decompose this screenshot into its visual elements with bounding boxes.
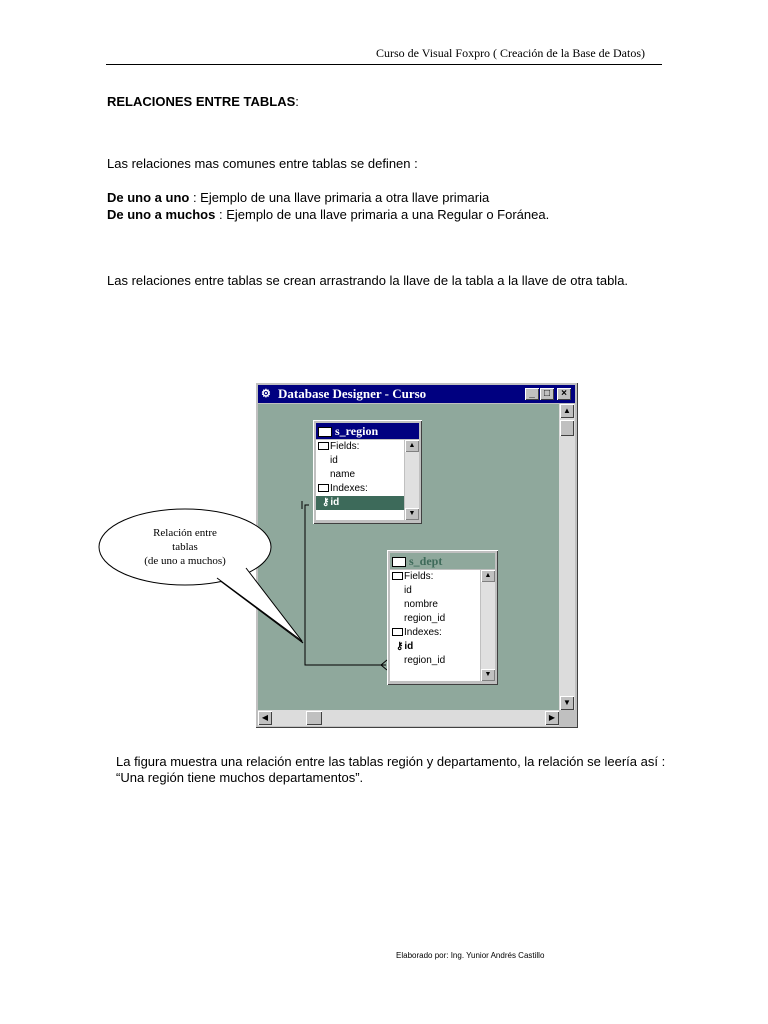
scroll-down-button[interactable]: ▼ xyxy=(405,508,419,520)
resize-grip[interactable] xyxy=(559,710,575,726)
horizontal-scrollbar[interactable] xyxy=(258,710,559,726)
page-footer: Elaborado por: Ing. Yunior Andrés Castillo xyxy=(396,951,545,960)
window-titlebar[interactable] xyxy=(258,385,575,403)
table-icon xyxy=(318,427,332,437)
indexes-label: Indexes: xyxy=(404,627,442,638)
app-icon: ⚙ xyxy=(261,388,271,400)
header-rule xyxy=(106,64,662,65)
callout-line: tablas xyxy=(172,541,198,553)
index-name: id xyxy=(404,641,414,652)
table-field-list[interactable] xyxy=(390,570,480,681)
table-title[interactable] xyxy=(390,553,495,569)
field-item[interactable]: region_id xyxy=(404,613,446,624)
field-item[interactable]: id xyxy=(404,585,412,596)
intro-text: Las relaciones mas comunes entre tablas se definen : xyxy=(107,156,418,171)
table-field-list[interactable] xyxy=(316,440,404,520)
relation-one-to-many xyxy=(107,207,549,222)
window-title: Database Designer - Curso xyxy=(278,386,427,401)
field-item[interactable]: name xyxy=(330,469,356,480)
table-list-scrollbar[interactable] xyxy=(481,570,495,681)
indexes-label: Indexes: xyxy=(330,483,368,494)
vertical-scrollbar[interactable] xyxy=(559,404,575,710)
table-s-region[interactable] xyxy=(313,420,422,524)
relation-desc: : Ejemplo de una llave primaria a otra llave primaria xyxy=(189,190,490,205)
scroll-thumb[interactable] xyxy=(560,420,574,436)
drag-instructions: Las relaciones entre tablas se crean arrastrando la llave de la tabla a la llave de otra tabla. xyxy=(107,273,629,288)
section-heading xyxy=(107,94,299,109)
table-name: s_region xyxy=(335,424,379,438)
scroll-down-button[interactable]: ▼ xyxy=(481,669,495,681)
indexes-header xyxy=(390,626,480,640)
index-item[interactable] xyxy=(316,496,404,510)
close-button[interactable]: × xyxy=(557,388,571,400)
figure-caption: La figura muestra una relación entre las tablas región y departamento, la relación se leería así : “Una región tiene muchos departamentos”. xyxy=(116,754,666,785)
page-header: Curso de Visual Foxpro ( Creación de la Base de Datos) xyxy=(376,46,645,60)
field-item[interactable]: nombre xyxy=(404,599,438,610)
table-icon xyxy=(392,557,406,567)
fields-label: Fields: xyxy=(330,441,360,452)
maximize-button[interactable]: □ xyxy=(540,388,554,400)
scroll-up-button[interactable]: ▲ xyxy=(405,440,419,452)
fields-icon xyxy=(318,442,329,450)
indexes-icon xyxy=(318,484,329,492)
key-icon: ⚷ xyxy=(322,497,330,508)
callout-line: Relación entre xyxy=(153,527,217,539)
scroll-up-button[interactable]: ▲ xyxy=(560,404,574,418)
scroll-right-button[interactable]: ▶ xyxy=(545,711,559,725)
relation-term: De uno a uno xyxy=(107,190,190,205)
relation-term: De uno a muchos xyxy=(107,207,216,222)
table-s-dept[interactable] xyxy=(387,550,498,685)
heading-suffix: : xyxy=(295,94,299,109)
index-item[interactable]: region_id xyxy=(404,655,446,666)
fields-label: Fields: xyxy=(404,571,434,582)
scroll-down-button[interactable]: ▼ xyxy=(560,696,574,710)
indexes-header xyxy=(316,482,404,496)
indexes-icon xyxy=(392,628,403,636)
table-list-scrollbar[interactable] xyxy=(405,440,419,520)
fields-icon xyxy=(392,572,403,580)
callout-text xyxy=(120,526,250,568)
heading-title: RELACIONES ENTRE TABLAS xyxy=(107,94,296,109)
scroll-thumb[interactable] xyxy=(306,711,322,725)
table-title[interactable] xyxy=(316,423,419,439)
fields-header xyxy=(390,570,480,584)
relation-desc: : Ejemplo de una llave primaria a una Regular o Foránea. xyxy=(215,207,550,222)
index-item[interactable] xyxy=(390,640,480,654)
field-item[interactable]: id xyxy=(330,455,338,466)
callout-line: (de uno a muchos) xyxy=(144,555,226,567)
scroll-up-button[interactable]: ▲ xyxy=(481,570,495,582)
relation-one-to-one xyxy=(107,190,489,205)
fields-header xyxy=(316,440,404,454)
index-name: id xyxy=(330,497,340,508)
minimize-button[interactable]: _ xyxy=(525,388,539,400)
scroll-left-button[interactable]: ◀ xyxy=(258,711,272,725)
table-name: s_dept xyxy=(409,554,443,568)
key-icon: ⚷ xyxy=(396,641,404,652)
